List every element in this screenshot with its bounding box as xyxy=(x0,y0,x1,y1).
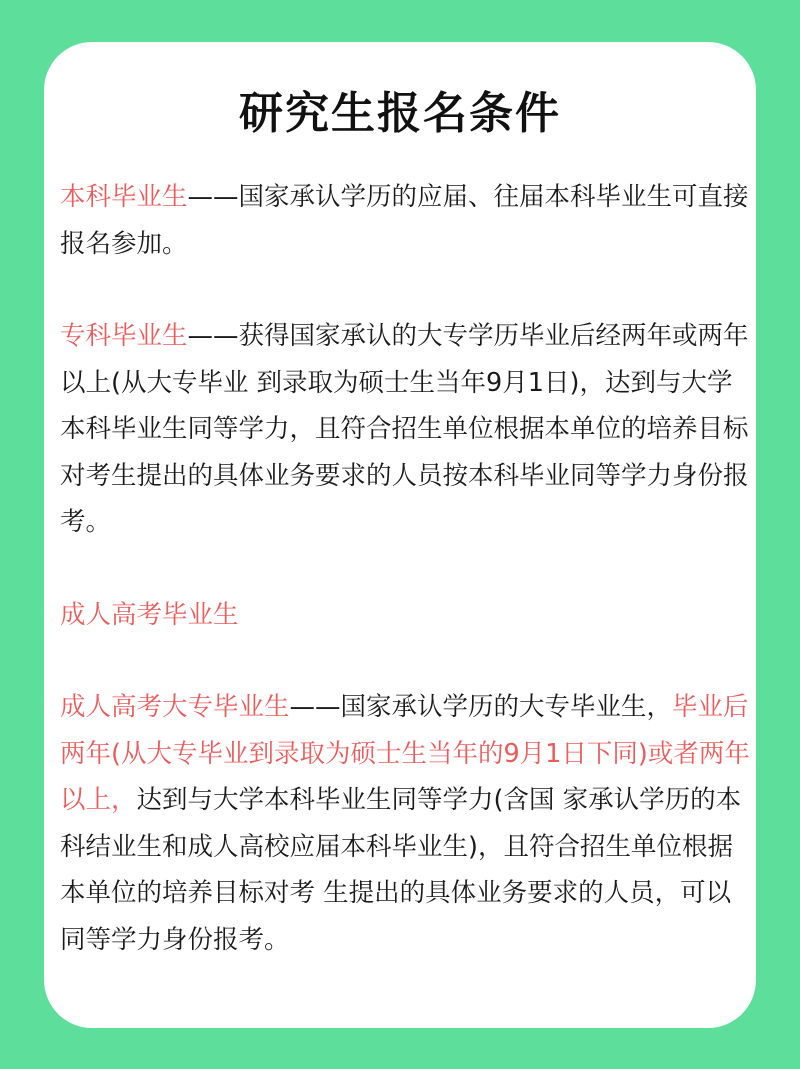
section-label: 专科毕业生 xyxy=(60,321,188,351)
section-adult-heading xyxy=(60,592,750,639)
section-adult-associate xyxy=(60,684,750,963)
section-label: 成人高考大专毕业生 xyxy=(60,692,290,722)
section-bachelor xyxy=(60,174,750,267)
section-label: 本科毕业生 xyxy=(60,182,188,212)
section-text: ——获得国家承认的大专学历毕业后经两年或两年以上(从大专毕业 到录取为硕士生当年9月1日)，达到与大学本科毕业生同等学力，且符合招生单位根据本单位的培养目标对考生提出的具体业务要求的人员按本科毕业同等学力身份报考。 xyxy=(60,321,749,537)
section-text: 达到与大学本科毕业生同等学力(含国 家承认学历的本科结业生和成人高校应届本科毕业生)，且符合招生单位根据本单位的培养目标对考 生提出的具体业务要求的人员，可以同等学力身份报考。 xyxy=(60,785,742,955)
section-label: 成人高考毕业生 xyxy=(60,599,239,630)
section-text: ——国家承认学历的应届、往届本科毕业生可直接报名参加。 xyxy=(60,182,749,259)
spacer xyxy=(60,638,750,684)
section-text: ——国家承认学历的大专毕业生， xyxy=(289,692,673,722)
section-associate xyxy=(60,313,750,546)
section-highlight: 毕业后两年(从大专毕业到录取为硕士生当年的9月1日下同)或者两年以上， xyxy=(60,692,750,815)
spacer xyxy=(60,546,750,592)
content-body xyxy=(60,174,750,963)
spacer xyxy=(60,267,750,313)
page-title: 研究生报名条件 xyxy=(239,88,561,139)
